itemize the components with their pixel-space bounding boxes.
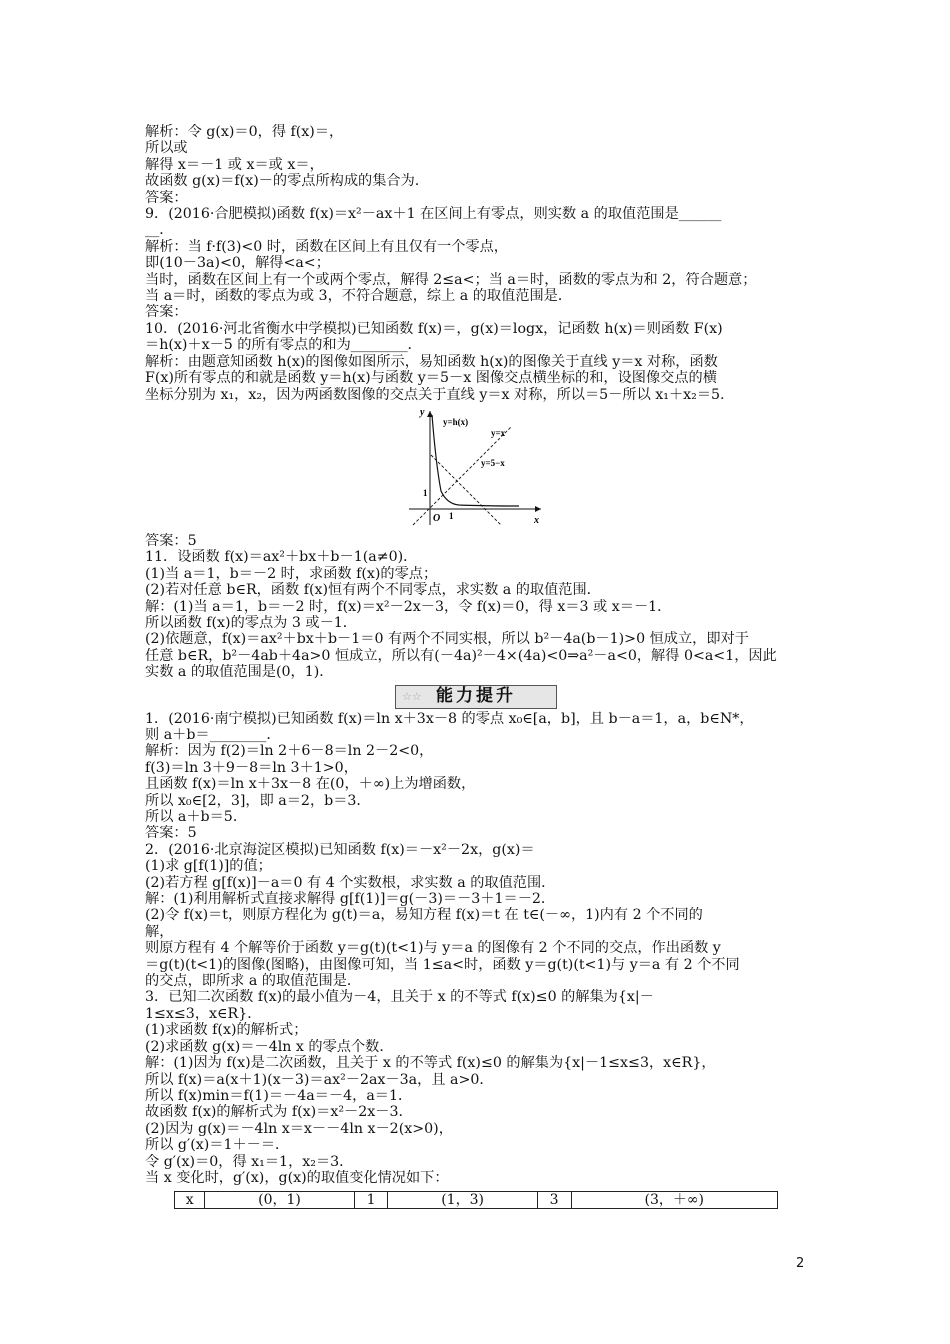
variation-table	[174, 1191, 778, 1209]
axis-x-label: x	[534, 514, 539, 526]
axis-y-label: y	[420, 406, 425, 418]
text-line: 1．(2016·南宁模拟)已知函数 f(x)＝ln x＋3x－8 的零点 x₀∈[a，b]，且 b－a＝1，a，b∈N*，	[145, 710, 754, 727]
text-line: f(3)＝ln 3＋9－8＝ln 3＋1>0，	[145, 759, 358, 776]
text-line: __．	[145, 222, 174, 239]
text-line: (1)当 a＝1，b＝－2 时，求函数 f(x)的零点；	[145, 565, 438, 582]
section-ability	[145, 711, 810, 1187]
text-line: 即(10－3a)<0，解得<a<；	[145, 255, 330, 272]
text-line: (1)求 g[f(1)]的值；	[145, 858, 272, 875]
text-line: 任意 b∈R，b²－4ab＋4a>0 恒成立，所以有(－4a)²－4×(4a)<0⇒a²－a<0，解得 0<a<1，因此	[145, 647, 777, 664]
text-line: 令 g′(x)＝0，得 x₁＝1，x₂＝3．	[145, 1153, 354, 1170]
page-content	[145, 124, 810, 1186]
text-line: (2)依题意，f(x)＝ax²＋bx＋b－1＝0 有两个不同实根，所以 b²－4a(b－1)>0 恒成立，即对于	[145, 631, 749, 648]
text-line: 的交点，即所求 a 的取值范围是．	[145, 973, 362, 990]
text-line: (2)令 f(x)＝t，则原方程化为 g(t)＝a，易知方程 f(x)＝t 在 t∈(－∞，1)内有 2 个不同的	[145, 907, 703, 924]
text-line: 2．(2016·北京海淀区模拟)已知函数 f(x)＝－x²－2x，g(x)＝	[145, 841, 535, 858]
function-graph-figure	[403, 405, 551, 529]
text-line: 解：(1)当 a＝1，b＝－2 时，f(x)＝x²－2x－3，令 f(x)＝0，得 x＝3 或 x＝－1．	[145, 598, 672, 615]
x-axis-arrow	[535, 506, 541, 512]
section-banner	[145, 683, 810, 709]
text-line: 10．(2016·河北省衡水中学模拟)已知函数 f(x)＝，g(x)＝logx，记函数 h(x)＝则函数 F(x)	[145, 320, 723, 337]
text-line: 则 a＋b＝________．	[145, 726, 281, 743]
page-number: 2	[796, 1256, 805, 1271]
label-h-x: y=h(x)	[443, 416, 469, 427]
text-line: (1)求函数 f(x)的解析式；	[145, 1022, 308, 1039]
text-line: 故函数 g(x)＝f(x)－的零点所构成的集合为.	[145, 173, 420, 190]
table-row	[175, 1192, 778, 1209]
origin-label: O	[433, 512, 441, 524]
text-line: 答案：5	[145, 825, 197, 842]
text-line: 当 x 变化时，g′(x)，g(x)的取值变化情况如下：	[145, 1169, 449, 1186]
text-line: ＝g(t)(t<1)的图像(图略)，由图像可知，当 1≤a<时，函数 y＝g(t)(t<1)与 y＝a 有 2 个不同	[145, 956, 740, 973]
table-cell: (0，1)	[205, 1192, 354, 1209]
table-cell: (3，＋∞)	[571, 1192, 777, 1209]
text-line: (2)求函数 g(x)＝－4ln x 的零点个数．	[145, 1038, 394, 1055]
text-line: 9．(2016·合肥模拟)函数 f(x)＝x²－ax＋1 在区间上有零点，则实数 a 的取值范围是______	[145, 206, 722, 223]
table-cell: x	[175, 1192, 205, 1209]
text-line: 解析：当 f·f(3)<0 时，函数在区间上有且仅有一个零点，	[145, 238, 508, 255]
text-line: 所以 a＋b＝5．	[145, 809, 248, 825]
text-line: 实数 a 的取值范围是(0，1)．	[145, 664, 334, 681]
text-line: 坐标分别为 x₁，x₂，因为两函数图像的交点关于直线 y＝x 对称，所以＝5－所以 x₁＋x₂＝5.	[145, 386, 725, 403]
figure-container	[145, 405, 810, 529]
text-line: (2)因为 g(x)＝－4ln x＝x－－4ln x－2(x>0)，	[145, 1120, 453, 1137]
text-line: 3．已知二次函数 f(x)的最小值为－4，且关于 x 的不等式 f(x)≤0 的解集为{x|－	[145, 989, 654, 1006]
tick-x-label: 1	[449, 510, 454, 521]
banner-box	[395, 685, 557, 709]
line-y-equals-x	[413, 427, 511, 525]
table-cell: (1，3)	[388, 1192, 537, 1209]
banner-title: 能力提升	[436, 686, 516, 707]
text-line: 所以 x₀∈[2，3]，即 a＝2，b＝3．	[145, 792, 371, 809]
text-line: 答案：	[145, 304, 188, 321]
section-q8-q10	[145, 124, 810, 403]
text-line: 解：(1)因为 f(x)是二次函数，且关于 x 的不等式 f(x)≤0 的解集为{x|－1≤x≤3，x∈R}，	[145, 1055, 716, 1072]
text-line: 解析：令 g(x)＝0，得 f(x)＝，	[145, 124, 344, 140]
text-line: ＝h(x)＋x－5 的所有零点的和为________．	[145, 337, 422, 354]
text-line: (2)若方程 g[f(x)]－a＝0 有 4 个实数根，求实数 a 的取值范围．	[145, 874, 556, 891]
text-line: 所以 f(x)min＝f(1)＝－4a＝－4，a＝1．	[145, 1087, 413, 1104]
text-line: 所以 g′(x)＝1＋－＝．	[145, 1137, 290, 1154]
text-line: 当时，函数在区间上有一个或两个零点，解得 2≤a<；当 a＝时，函数的零点为和 2，符合题意；	[145, 271, 757, 288]
text-line: 且函数 f(x)＝ln x＋3x－8 在(0，＋∞)上为增函数，	[145, 776, 476, 793]
text-line: 11．设函数 f(x)＝ax²＋bx＋b－1(a≠0)．	[145, 549, 418, 566]
text-line: 当 a＝时，函数的零点为或 3，不符合题意，综上 a 的取值范围是．	[145, 288, 573, 305]
banner-decoration-icon: ☆☆	[402, 689, 422, 703]
tick-y-label: 1	[423, 487, 428, 498]
text-line: 1≤x≤3，x∈R}．	[145, 1005, 262, 1022]
text-line: 所以或	[145, 140, 188, 157]
table-cell: 3	[537, 1192, 571, 1209]
text-line: 答案：	[145, 189, 188, 206]
text-line: (2)若对任意 b∈R，函数 f(x)恒有两个不同零点，求实数 a 的取值范围．	[145, 582, 601, 599]
text-line: 故函数 f(x)的解析式为 f(x)＝x²－2x－3．	[145, 1104, 413, 1121]
text-line: 所以函数 f(x)的零点为 3 或－1．	[145, 614, 357, 631]
text-line: 解，	[145, 923, 174, 940]
section-q10-answer-q11	[145, 533, 810, 681]
text-line: 解析：由题意知函数 h(x)的图像如图所示，易知函数 h(x)的图像关于直线 y＝x 对称，函数	[145, 353, 718, 370]
text-line: 则原方程有 4 个解等价于函数 y＝g(t)(t<1)与 y＝a 的图像有 2 个不同的交点，作出函数 y	[145, 940, 721, 957]
text-line: 解得 x＝－1 或 x＝或 x＝，	[145, 156, 324, 173]
label-y-x: y=x	[491, 427, 506, 438]
text-line: 答案：5	[145, 532, 197, 549]
text-line: 所以 f(x)＝a(x＋1)(x－3)＝ax²－2ax－3a，且 a>0．	[145, 1071, 494, 1088]
label-5-minus-x: y=5−x	[481, 457, 505, 468]
text-line: 解：(1)利用解析式直接求解得 g[f(1)]＝g(－3)＝－3＋1＝－2．	[145, 891, 556, 908]
table-cell: 1	[354, 1192, 388, 1209]
text-line: 解析：因为 f(2)＝ln 2＋6－8＝ln 2－2<0，	[145, 743, 434, 760]
text-line: F(x)所有零点的和就是函数 y＝h(x)与函数 y＝5－x 图像交点横坐标的和，设图像交点的横	[145, 370, 717, 387]
